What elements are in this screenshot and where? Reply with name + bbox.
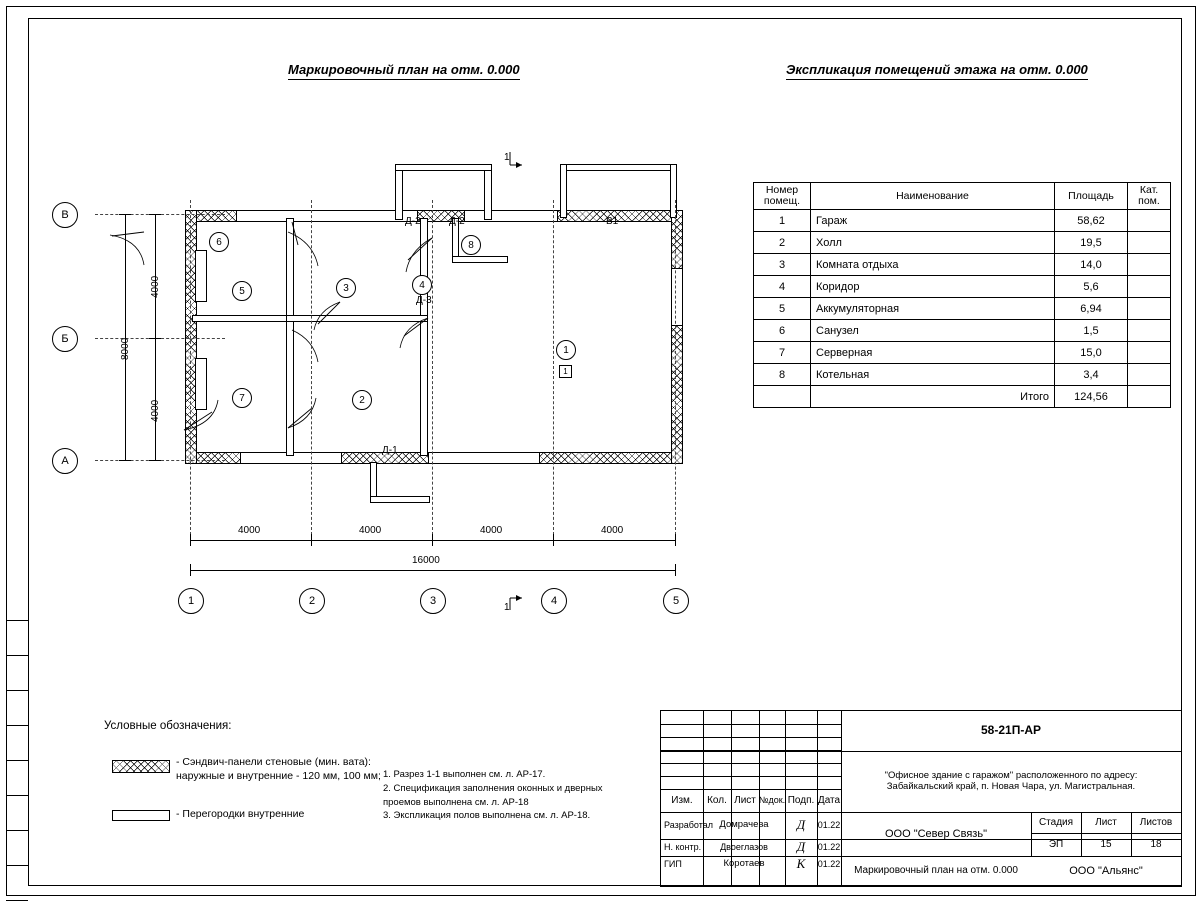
total-category-cell bbox=[1128, 386, 1171, 408]
table-total-row bbox=[754, 386, 1171, 408]
stamp-date-3: 01.22 bbox=[817, 859, 841, 870]
room-area: 5,6 bbox=[1055, 276, 1128, 298]
legend-item-sandwich-panel bbox=[176, 755, 381, 783]
legend-swatch-partition bbox=[112, 810, 170, 821]
note-2: 2. Спецификация заполнения оконных и дверных bbox=[383, 782, 603, 794]
dim-bottom-4: 4000 bbox=[601, 525, 624, 536]
room-category bbox=[1128, 210, 1171, 232]
dim-bottom-2: 4000 bbox=[359, 525, 382, 536]
room-category bbox=[1128, 254, 1171, 276]
room-category bbox=[1128, 276, 1171, 298]
door-label-d2-right: Д-2 bbox=[449, 216, 465, 227]
axis-bubble-2: 2 bbox=[299, 588, 325, 614]
table-row bbox=[754, 320, 1171, 342]
stamp-signature-2: Д bbox=[796, 839, 806, 855]
table-row bbox=[754, 276, 1171, 298]
table-row bbox=[754, 232, 1171, 254]
explication-title bbox=[786, 62, 1088, 77]
stamp-role-2: Н. контр. bbox=[664, 842, 702, 853]
legend-item-sandwich-line1: - Сэндвич-панели стеновые (мин. вата): bbox=[176, 756, 371, 768]
door-label-d2-left: Д-2 bbox=[405, 216, 421, 227]
stamp-col-izm: Изм. bbox=[671, 794, 693, 806]
dim-left-2: 4000 bbox=[150, 399, 161, 422]
room-marker-1: 1 bbox=[556, 340, 576, 360]
axis-bubble-5: 5 bbox=[663, 588, 689, 614]
room-name: Санузел bbox=[811, 320, 1055, 342]
stamp-col-list: Лист bbox=[734, 794, 756, 806]
axis-line-1 bbox=[190, 200, 191, 540]
room-number: 4 bbox=[754, 276, 811, 298]
general-notes bbox=[383, 768, 603, 823]
legend-title: Условные обозначения: bbox=[104, 720, 232, 732]
room-area: 1,5 bbox=[1055, 320, 1128, 342]
plan-title-text: Маркировочный план на отм. 0.000 bbox=[288, 62, 520, 80]
stamp-name-2: Двоеглазов bbox=[720, 842, 768, 853]
stamp-col-podp: Подп. bbox=[787, 794, 815, 806]
table-row bbox=[754, 254, 1171, 276]
axis-bubble-a: А bbox=[52, 448, 78, 474]
room-number: 6 bbox=[754, 320, 811, 342]
room-name: Коридор bbox=[811, 276, 1055, 298]
note-1: 1. Разрез 1-1 выполнен см. л. АР-17. bbox=[383, 769, 546, 780]
table-header-row bbox=[754, 183, 1171, 210]
stamp-role-1: Разработал bbox=[664, 820, 713, 831]
room-name: Холл bbox=[811, 232, 1055, 254]
room-marker-8: 8 bbox=[461, 235, 481, 255]
stamp-date-2: 01.22 bbox=[817, 842, 841, 853]
column-header-area: Площадь bbox=[1055, 183, 1128, 210]
room-category bbox=[1128, 298, 1171, 320]
table-row bbox=[754, 342, 1171, 364]
window-label-b1: В1 bbox=[606, 216, 619, 227]
stamp-object-description bbox=[841, 751, 1181, 812]
legend-item-sandwich-line2: наружные и внутренние - 120 мм, 100 мм; bbox=[176, 770, 381, 783]
explication-title-text: Экспликация помещений этажа на отм. 0.000 bbox=[786, 62, 1088, 80]
stamp-company: ООО "Север Связь" bbox=[884, 827, 987, 840]
section-label-top: 1 bbox=[504, 152, 510, 163]
table-row bbox=[754, 364, 1171, 386]
dim-total-left: 8000 bbox=[120, 337, 131, 360]
legend-item-partition: - Перегородки внутренние bbox=[176, 808, 305, 820]
note-4: 3. Экспликация полов выполнена см. л. АР-18. bbox=[383, 810, 591, 822]
room-category bbox=[1128, 320, 1171, 342]
room-category bbox=[1128, 342, 1171, 364]
room-number: 3 bbox=[754, 254, 811, 276]
room-marker-5: 5 bbox=[232, 281, 252, 301]
explication-table bbox=[753, 182, 1171, 408]
stamp-sheet-value: 15 bbox=[1100, 838, 1112, 850]
total-empty-cell bbox=[754, 386, 811, 408]
axis-bubble-1: 1 bbox=[178, 588, 204, 614]
total-label: Итого bbox=[811, 386, 1055, 408]
room-category bbox=[1128, 364, 1171, 386]
column-header-number: Номер помещ. bbox=[754, 183, 811, 210]
room-name: Комната отдыха bbox=[811, 254, 1055, 276]
stamp-object-line2: Забайкальский край, п. Новая Чара, ул. Магистральная. bbox=[886, 780, 1136, 792]
room-area: 58,62 bbox=[1055, 210, 1128, 232]
note-3: проемов выполнена см. л. АР-18 bbox=[383, 796, 529, 808]
dim-left-1: 4000 bbox=[150, 275, 161, 298]
stamp-sheets-value: 18 bbox=[1150, 838, 1162, 850]
stamp-col-data: Дата bbox=[817, 794, 841, 806]
legend-swatch-sandwich-panel bbox=[112, 760, 170, 773]
room-area: 14,0 bbox=[1055, 254, 1128, 276]
dim-total-bottom: 16000 bbox=[412, 555, 440, 566]
stamp-name-3: Коротаев bbox=[723, 858, 765, 870]
room-name: Котельная bbox=[811, 364, 1055, 386]
room-number: 2 bbox=[754, 232, 811, 254]
stamp-stage-label: Стадия bbox=[1038, 816, 1074, 828]
room-name: Серверная bbox=[811, 342, 1055, 364]
stamp-sheet-label: Лист bbox=[1095, 816, 1117, 828]
axis-line-2 bbox=[311, 200, 312, 540]
door-swings bbox=[40, 140, 740, 640]
door-label-d3: Д-3 bbox=[416, 295, 432, 306]
total-area: 124,56 bbox=[1055, 386, 1128, 408]
axis-line-3 bbox=[432, 200, 433, 540]
title-block bbox=[660, 710, 1182, 887]
door-label-d1: Д-1 bbox=[382, 445, 398, 456]
axis-bubble-3: 3 bbox=[420, 588, 446, 614]
room-number: 8 bbox=[754, 364, 811, 386]
dim-bottom-3: 4000 bbox=[480, 525, 503, 536]
dim-line-left bbox=[155, 214, 156, 460]
axis-bubble-b: Б bbox=[52, 326, 78, 352]
room-number: 5 bbox=[754, 298, 811, 320]
stamp-sheet-title: Маркировочный план на отм. 0.000 bbox=[854, 865, 1018, 877]
stamp-object-line1: "Офисное здание с гаражом" расположенного по адресу: bbox=[884, 769, 1138, 781]
room-marker-4: 4 bbox=[412, 275, 432, 295]
room-area: 19,5 bbox=[1055, 232, 1128, 254]
stamp-stage-value: ЭП bbox=[1048, 838, 1064, 850]
room-area: 6,94 bbox=[1055, 298, 1128, 320]
stamp-client: ООО "Альянс" bbox=[1069, 864, 1143, 877]
room-name: Гараж bbox=[811, 210, 1055, 232]
dim-bottom-1: 4000 bbox=[238, 525, 261, 536]
column-header-name: Наименование bbox=[811, 183, 1055, 210]
stamp-name-1: Домрачева bbox=[719, 819, 769, 831]
stamp-role-3: ГИП bbox=[664, 859, 682, 870]
sheet-left-margin-strip bbox=[6, 620, 28, 895]
stamp-project-code: 58-21П-АР bbox=[981, 723, 1041, 738]
stamp-signature-3: К bbox=[796, 856, 806, 872]
room-area: 3,4 bbox=[1055, 364, 1128, 386]
room-marker-7: 7 bbox=[232, 388, 252, 408]
room-marker-2: 2 bbox=[352, 390, 372, 410]
dim-line-bottom bbox=[190, 540, 676, 541]
room-marker-6: 6 bbox=[209, 232, 229, 252]
dim-line-total-bottom bbox=[190, 570, 676, 571]
stamp-date-1: 01.22 bbox=[817, 820, 841, 831]
plan-title bbox=[288, 62, 520, 77]
room-name: Аккумуляторная bbox=[811, 298, 1055, 320]
stamp-signature-1: Д bbox=[796, 817, 806, 833]
table-row bbox=[754, 210, 1171, 232]
stamp-col-ndok: №док. bbox=[758, 795, 786, 806]
section-label-bottom: 1 bbox=[504, 602, 510, 613]
stamp-sheets-label: Листов bbox=[1139, 816, 1173, 828]
axis-line-5 bbox=[675, 200, 676, 540]
stamp-col-kol: Кол. bbox=[707, 794, 727, 806]
floor-plan-drawing bbox=[40, 140, 740, 640]
table-row bbox=[754, 298, 1171, 320]
axis-bubble-4: 4 bbox=[541, 588, 567, 614]
room-number: 1 bbox=[754, 210, 811, 232]
column-header-category: Кат. пом. bbox=[1128, 183, 1171, 210]
room-category bbox=[1128, 232, 1171, 254]
axis-bubble-v: В bbox=[52, 202, 78, 228]
room-area: 15,0 bbox=[1055, 342, 1128, 364]
floor-mark-square: 1 bbox=[559, 365, 572, 378]
room-marker-3: 3 bbox=[336, 278, 356, 298]
room-number: 7 bbox=[754, 342, 811, 364]
axis-line-4 bbox=[553, 200, 554, 540]
